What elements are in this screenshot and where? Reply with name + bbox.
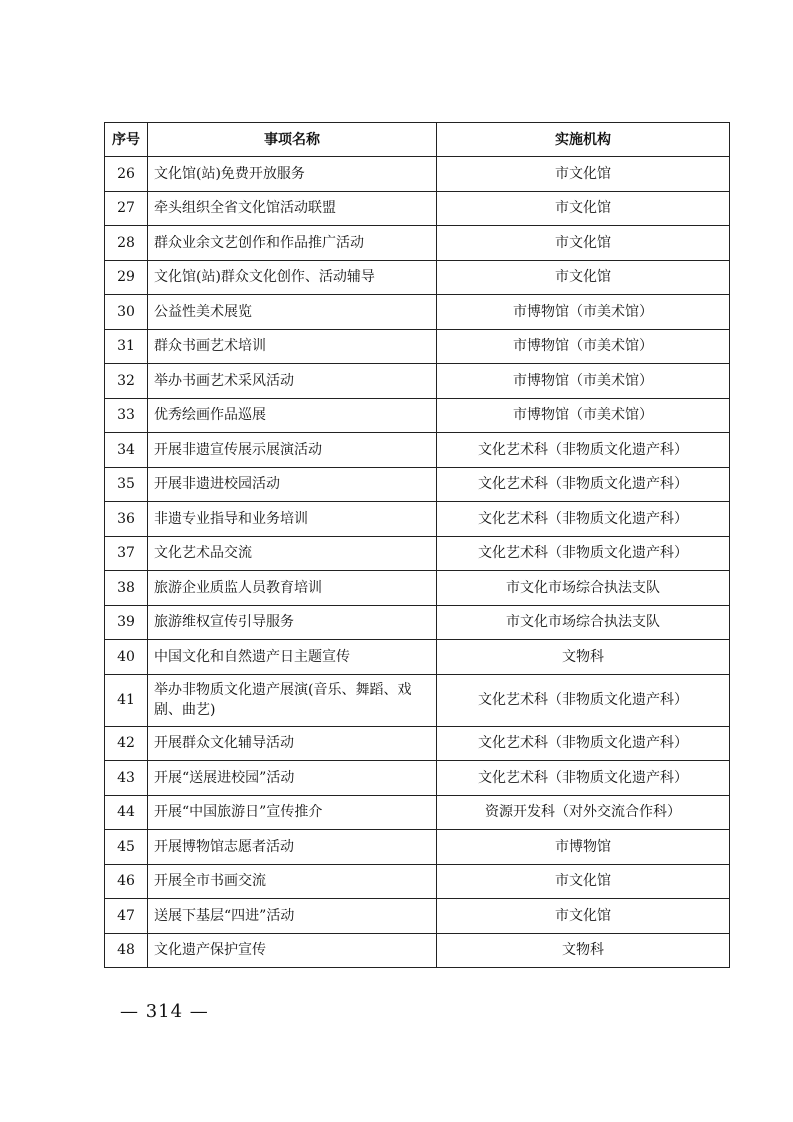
- row-number: 48: [105, 933, 148, 968]
- item-name: 送展下基层“四进”活动: [148, 899, 437, 934]
- item-name: 非遗专业指导和业务培训: [148, 502, 437, 537]
- row-number: 43: [105, 761, 148, 796]
- row-number: 47: [105, 899, 148, 934]
- item-name: 开展“中国旅游日”宣传推介: [148, 795, 437, 830]
- implementing-agency: 文化艺术科（非物质文化遗产科）: [437, 502, 730, 537]
- item-name: 举办非物质文化遗产展演(音乐、舞蹈、戏剧、曲艺): [148, 674, 437, 726]
- table-row: [105, 295, 730, 330]
- item-name: 群众书画艺术培训: [148, 329, 437, 364]
- table-row: [105, 605, 730, 640]
- row-number: 42: [105, 726, 148, 761]
- implementing-agency: 市文化馆: [437, 899, 730, 934]
- table-row: [105, 191, 730, 226]
- row-number: 33: [105, 398, 148, 433]
- table-row: [105, 640, 730, 675]
- implementing-agency: 文化艺术科（非物质文化遗产科）: [437, 761, 730, 796]
- item-name: 文化艺术品交流: [148, 536, 437, 571]
- table-row: [105, 536, 730, 571]
- table-row: [105, 761, 730, 796]
- row-number: 31: [105, 329, 148, 364]
- implementing-agency: 市博物馆: [437, 830, 730, 865]
- header-name: 事项名称: [148, 123, 437, 157]
- item-name: 群众业余文艺创作和作品推广活动: [148, 226, 437, 261]
- implementing-agency: 市博物馆（市美术馆）: [437, 295, 730, 330]
- row-number: 27: [105, 191, 148, 226]
- implementing-agency: 市博物馆（市美术馆）: [437, 329, 730, 364]
- implementing-agency: 市文化馆: [437, 191, 730, 226]
- item-name: 中国文化和自然遗产日主题宣传: [148, 640, 437, 675]
- implementing-agency: 文物科: [437, 933, 730, 968]
- row-number: 36: [105, 502, 148, 537]
- row-number: 45: [105, 830, 148, 865]
- row-number: 32: [105, 364, 148, 399]
- item-name: 开展群众文化辅导活动: [148, 726, 437, 761]
- item-name: 举办书画艺术采风活动: [148, 364, 437, 399]
- table-row: [105, 398, 730, 433]
- implementing-agency: 市文化馆: [437, 226, 730, 261]
- row-number: 29: [105, 260, 148, 295]
- row-number: 37: [105, 536, 148, 571]
- implementing-agency: 市博物馆（市美术馆）: [437, 364, 730, 399]
- header-no: 序号: [105, 123, 148, 157]
- implementing-agency: 市文化市场综合执法支队: [437, 571, 730, 606]
- row-number: 44: [105, 795, 148, 830]
- row-number: 39: [105, 605, 148, 640]
- table-row: [105, 726, 730, 761]
- table-row: [105, 226, 730, 261]
- item-name: 开展“送展进校园”活动: [148, 761, 437, 796]
- item-name: 开展全市书画交流: [148, 864, 437, 899]
- table-row: [105, 364, 730, 399]
- header-org: 实施机构: [437, 123, 730, 157]
- item-name: 文化馆(站)免费开放服务: [148, 157, 437, 192]
- implementing-agency: 市文化市场综合执法支队: [437, 605, 730, 640]
- table-header-row: [105, 123, 730, 157]
- table-row: [105, 502, 730, 537]
- page-number: — 314 —: [120, 1001, 209, 1022]
- row-number: 26: [105, 157, 148, 192]
- item-name: 开展非遗宣传展示展演活动: [148, 433, 437, 468]
- item-name: 牵头组织全省文化馆活动联盟: [148, 191, 437, 226]
- item-name: 公益性美术展览: [148, 295, 437, 330]
- row-number: 38: [105, 571, 148, 606]
- table-row: [105, 933, 730, 968]
- implementing-agency: 文化艺术科（非物质文化遗产科）: [437, 674, 730, 726]
- table-row: [105, 433, 730, 468]
- item-name: 旅游企业质监人员教育培训: [148, 571, 437, 606]
- table-row: [105, 260, 730, 295]
- table-row: [105, 157, 730, 192]
- row-number: 40: [105, 640, 148, 675]
- implementing-agency: 文化艺术科（非物质文化遗产科）: [437, 467, 730, 502]
- implementing-agency: 市文化馆: [437, 864, 730, 899]
- table-row: [105, 864, 730, 899]
- row-number: 34: [105, 433, 148, 468]
- table-row: [105, 674, 730, 726]
- item-name: 开展非遗进校园活动: [148, 467, 437, 502]
- item-name: 开展博物馆志愿者活动: [148, 830, 437, 865]
- row-number: 30: [105, 295, 148, 330]
- table-row: [105, 571, 730, 606]
- implementing-agency: 资源开发科（对外交流合作科）: [437, 795, 730, 830]
- table-row: [105, 830, 730, 865]
- table-row: [105, 467, 730, 502]
- item-name: 文化遗产保护宣传: [148, 933, 437, 968]
- implementing-agency: 文化艺术科（非物质文化遗产科）: [437, 433, 730, 468]
- services-table: [104, 122, 730, 968]
- item-name: 旅游维权宣传引导服务: [148, 605, 437, 640]
- item-name: 文化馆(站)群众文化创作、活动辅导: [148, 260, 437, 295]
- row-number: 41: [105, 674, 148, 726]
- table-row: [105, 329, 730, 364]
- item-name: 优秀绘画作品巡展: [148, 398, 437, 433]
- implementing-agency: 市文化馆: [437, 157, 730, 192]
- row-number: 46: [105, 864, 148, 899]
- implementing-agency: 文化艺术科（非物质文化遗产科）: [437, 536, 730, 571]
- table-row: [105, 899, 730, 934]
- row-number: 35: [105, 467, 148, 502]
- implementing-agency: 文化艺术科（非物质文化遗产科）: [437, 726, 730, 761]
- table-row: [105, 795, 730, 830]
- row-number: 28: [105, 226, 148, 261]
- implementing-agency: 文物科: [437, 640, 730, 675]
- implementing-agency: 市博物馆（市美术馆）: [437, 398, 730, 433]
- implementing-agency: 市文化馆: [437, 260, 730, 295]
